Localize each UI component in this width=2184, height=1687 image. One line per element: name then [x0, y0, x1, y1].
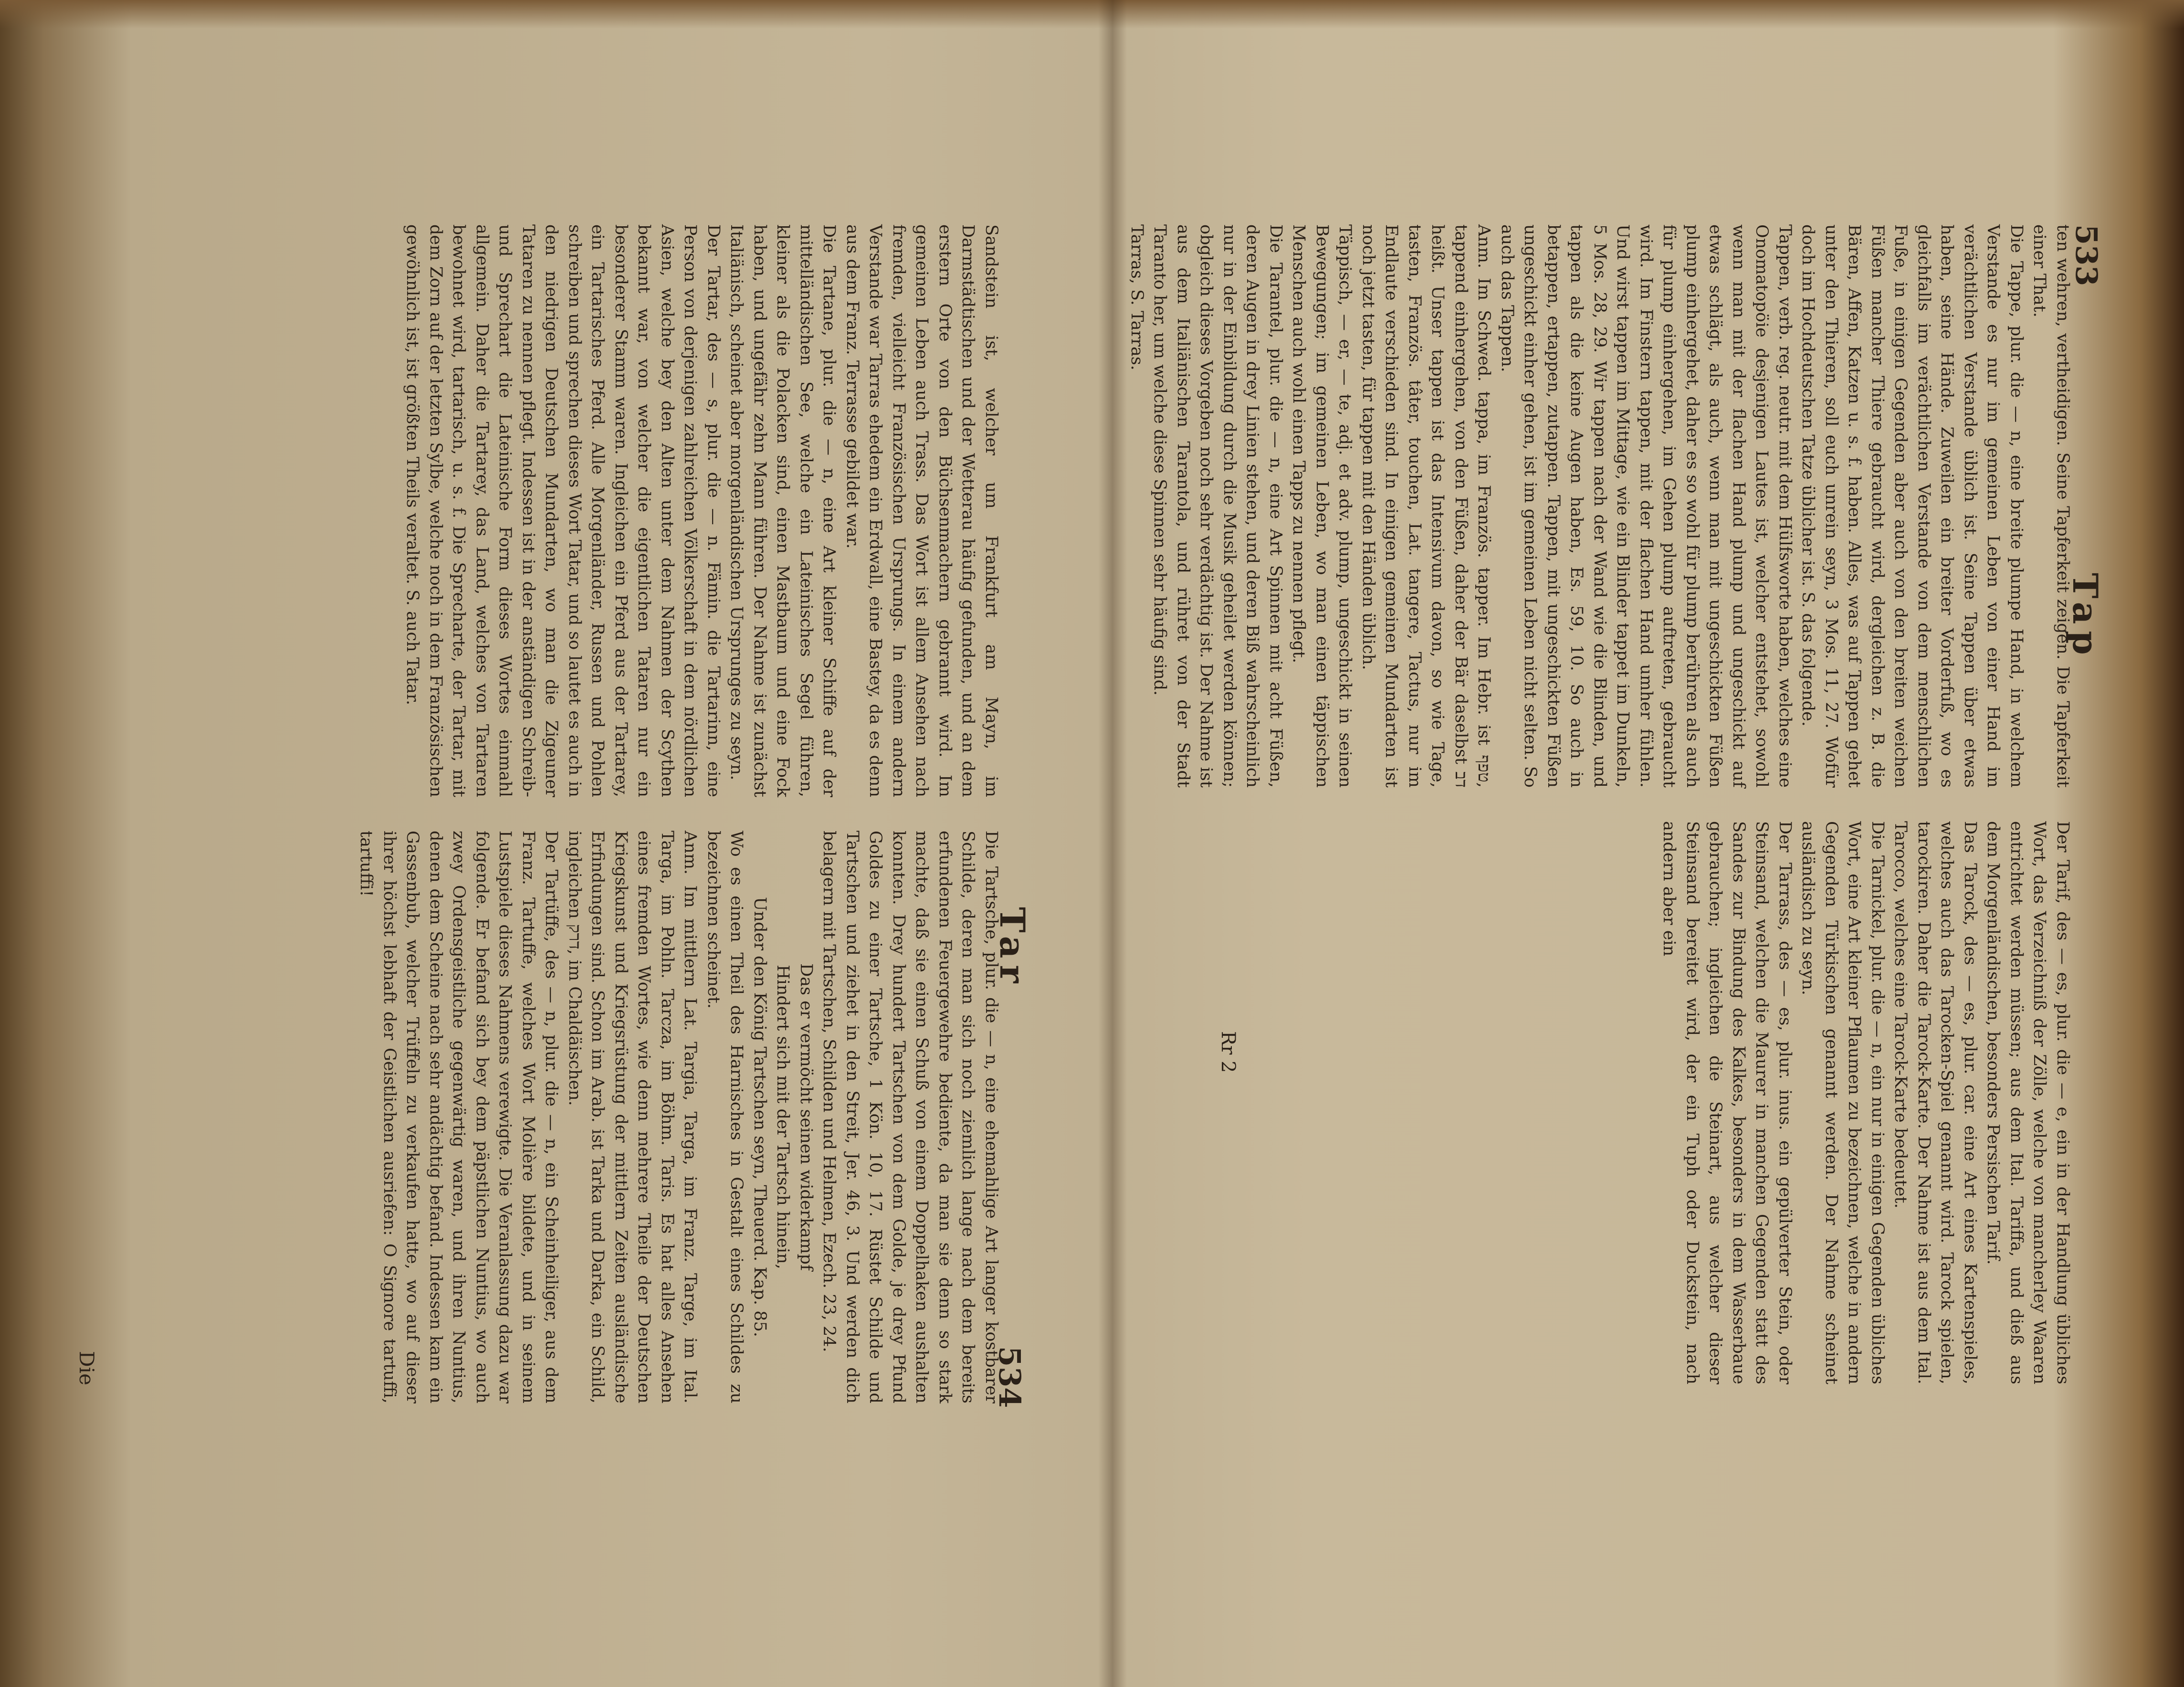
text-column-left	[1127, 224, 2074, 788]
entry-paragraph: ten wehren, vertheidigen. Seine Tapferkeit zeigen. Die Tapferkeit einer That.	[2030, 224, 2072, 788]
guide-word: Tap	[2065, 573, 2106, 662]
entry-paragraph: Das Tarock, des — es, plur. car. eine Art eines Kartenspieles, welches auch das Tarocken-Spiel genannt wird. Tarock spielen, tarockiren. Daher die Tarock-Karte. Der Nahme ist aus dem Ital. Tarocco, welches eine Tarock-Karte bedeutet.	[1891, 821, 1980, 1384]
entry-paragraph: Der Tartar, des — s, plur. die — n. Fämin. die Tartarinn, eine Person von derjenigen zahlreichen Völkerschaft in dem nördlichen Asien, welche bey den Alten unter dem Nahmen der Scythen bekannt war, von welcher die eigentlichen Tataren nur ein besonderer Stamm waren. Ingleichen ein Pferd aus der Tartarey, ein Tartarisches Pferd. Alle Morgenländer, Russen und Pohlen schreiben und sprechen dieses Wort Tatar, und so lautet es auch in den niedrigen Deutschen Mundarten, wo man die Zigeuner Tataren zu nennen pflegt. Indessen ist in der anständigen Schreib- und Sprechart die Lateinische Form dieses Wortes einmahl allgemein. Daher die Tartarey, das Land, welches von Tartaren bewohnet wird, tartarisch, u. s. f. Die Sprecharte, der Tartar, mit dem Zorn auf der letzten Sylbe, welche noch in dem Französischen gewöhnlich ist, ist größten Theils veraltet. S. auch Tatar.	[403, 224, 723, 797]
entry-paragraph: Anm. Im Schwed. tappa, im Französ. tapper. Im Hebr. ist טפף, tappend einhergehen, von den Füßen, daher der Bär daselbst דב heißt. Unser tappen ist das Intensivum davon, so wie Tage, tasten, Französ. tâter, touchen, Lat. tangere, Tactus, nur im Endlaute verschieden sind. In einigen gemeinen Mundarten ist noch jetzt tasten, für tappen mit den Händen üblich.	[1359, 224, 1494, 788]
signature-mark: Rr 2	[1217, 1031, 1239, 1073]
text-column-right	[115, 831, 1003, 1403]
entry-paragraph: Der Tartüffe, des — n, plur. die — n, ein Scheinheiliger, aus dem Franz. Tartuffe, welches Wort Molière bildete, und in seinem Lustspiele dieses Nahmens verewigte. Die Veranlassung dazu war folgende. Er befand sich bey dem päpstlichen Nuntius, wo auch zwey Ordensgeistliche gegenwärtig waren, und ihren Nuntius, denen dem Scheine nach sehr andächtig befand. Indessen kam ein Gassenbub, welcher Trüffeln zu verkaufen hatte, wo auf dieser ihrer höchst lebhaft der Geistlichen ausriefen: O Signore tartuffi, tartuffi!	[357, 831, 561, 1403]
entry-paragraph: Die Tartsche, plur. die — n, eine ehemahlige Art langer kostbarer Schilde, deren man sich noch ziemlich lange nach dem bereits erfundenen Feuergewehre bediente, da man sie denn so stark machte, daß sie einen Schuß von einem Doppelhaken aushalten konnten. Drey hundert Tartschen von dem Golde, je drey Pfund Goldes zu einer Tartsche, 1 Kön. 10, 17. Rüstet Schilde und Tartschen und ziehet in den Streit, Jer. 46, 3. Und werden dich belagern mit Tartschen, Schilden und Helmen, Ezech. 23, 24.	[819, 831, 1001, 1403]
entry-paragraph: Der Tarrass, des — es, plur. inus. ein gepülverter Stein, oder Steinsand, welchen die Maurer in manchen Gegenden statt des Sandes zur Bindung des Kalkes, besonders in dem Wasserbaue gebrauchen; ingleichen die Steinart, aus welcher dieser Steinsand bereitet wird, der ein Tuph oder Duckstein, nach andern aber ein	[1659, 821, 1795, 1384]
entry-paragraph: Die Tartane, plur. die — n, eine Art kleiner Schiffe auf der mittelländischen See, welche ein Lateinisches Segel führen, kleiner als die Polacken sind, einen Mastbaum und eine Fock haben, und ungefähr zehn Mann führen. Der Nahme ist zunächst Italiänisch, scheinet aber morgenländischen Ursprunges zu seyn.	[727, 224, 839, 797]
verse-line: Das er vermöcht seinen widerkampf	[797, 963, 816, 1271]
page-number: 534	[992, 1346, 1027, 1408]
entry-paragraph: Die Tappe, plur. die — n, eine breite plumpe Hand, in welchem Verstande es nur im gemeinen Leben von einer Hand im verächtlichen Verstande üblich ist. Seine Tappen über etwas haben, seine Hände. Zuweilen ein breiter Vorderfuß, wo es gleichfalls im verächtlichen Verstande von dem menschlichen Fuße, in einigen Gegenden aber auch von den breiten weichen Füßen mancher Thiere gebraucht wird, dergleichen z. B. die Bären, Affen, Katzen u. s. f. haben. Alles, was auf Tappen gehet unter den Thieren, soll euch unrein seyn, 3 Mos. 11, 27. Wofür doch im Hochdeutschen Tatze üblicher ist. S. das folgende.	[1798, 224, 2026, 788]
entry-paragraph: Anm. Im mittlern Lat. Targia, Targa, im Franz. Targe, im Ital. Targa, im Pohln. Tarcza, im Böhm. Taris. Es hat alles Ansehen eines fremden Wortes, wie denn mehrere Theile der Deutschen Kriegskunst und Kriegsrüstung der mittlern Zeiten ausländische Erfindungen sind. Schon im Arab. ist Tarka und Darka, ein Schild, ingleichen דרק, im Chaldäischen.	[565, 831, 700, 1403]
entry-paragraph: Der Tarif, des — es, plur. die — e, ein in der Handlung übliches Wort, das Verzeichniß der Zölle, welche von mancherley Waaren entrichtet werden müssen; aus dem Ital. Tariffa, und dieß aus dem Morgenländischen, besonders Persischen Tarif.	[1984, 821, 2072, 1384]
entry-paragraph: Täppisch, — er, — te, adj. et adv. plump, ungeschickt in seinen Bewegungen; im gemeinen Leben, wo man einen täppischen Menschen auch wohl einen Tapps zu nennen pflegt.	[1289, 224, 1355, 788]
guide-word: Tar	[992, 907, 1033, 990]
entry-paragraph: Tappen, verb. reg. neutr. mit dem Hülfsworte haben, welches eine Onomatopöie desjenigen Lautes ist, welcher entstehet, sowohl wenn man mit der flachen Hand plump und ungeschickt auf etwas schlägt, als auch, wenn man mit ungeschickten Füßen plump einhergehet, daher es so wohl für plump berühren als auch für plump einhergehen, im Gehen plump auftreten, gebraucht wird. Im Finstern tappen, mit der flachen Hand umher fühlen. Und wirst tappen im Mittage, wie ein Blinder tappet im Dunkeln, 5 Mos. 28, 29. Wir tappen nach der Wand wie die Blinden, und tappen als die keine Augen haben, Es. 59, 10. So auch in betappen, ertappen, zutappen. Tappen, mit ungeschickten Füßen ungeschickt einher gehen, ist im gemeinen Leben nicht selten. So auch das Tappen.	[1498, 224, 1795, 788]
page-header	[2065, 0, 2150, 1687]
verse-line: Hindert sich mit der Tartsch hinein,	[773, 965, 793, 1269]
text-column-left	[115, 224, 1003, 797]
entry-paragraph: Die Tarantel, plur. die — n, eine Art Spinnen mit acht Füßen, deren Augen in drey Linien stehen, und deren Biß wahrscheinlich nur in der Einbildung durch die Musik geheilet werden können; obgleich dieses Vorgeben noch sehr verdächtig ist. Der Nahme ist aus dem Italiänischen Tarantola, und rühret von der Stadt Taranto her, um welche diese Spinnen sehr häufig sind.	[1150, 224, 1285, 788]
page-number: 533	[2069, 224, 2104, 286]
catchword: Die	[75, 1351, 98, 1385]
text-column-right	[1206, 821, 2074, 1384]
verse-line: Under den König Tartschen seyn, Theuerd. Kap. 85.	[750, 897, 769, 1337]
entry-paragraph: Die Tarnickel, plur. die — n, ein nur in einigen Gegenden übliches Wort, eine Art kleiner Pflaumen zu bezeichnen, welche in andern Gegenden Türkischen genannt werden. Der Nahme scheinet ausländisch zu seyn.	[1798, 821, 1887, 1384]
entry-paragraph: Sandstein ist, welcher um Frankfurt am Mayn, im Darmstädtischen und der Wetterau häufig gefunden, und an dem erstern Orte von den Büchsenmachern gebrannt wird. Im gemeinen Leben auch Trass. Das Wort ist allem Ansehen nach fremden, vielleicht Französischen Ursprungs. In einem andern Verstande war Tarras ehedem ein Erdwall, eine Bastey, da es denn aus dem Franz. Terrasse gebildet war.	[843, 224, 1001, 797]
left-page	[1115, 0, 2184, 1687]
page-header	[992, 0, 1081, 1687]
entry-paragraph: Tarras, S. Tarras.	[1127, 224, 1146, 370]
entry-paragraph: Wo es einen Theil des Harnisches in Gestalt eines Schildes zu bezeichnen scheinet.	[704, 831, 746, 1403]
